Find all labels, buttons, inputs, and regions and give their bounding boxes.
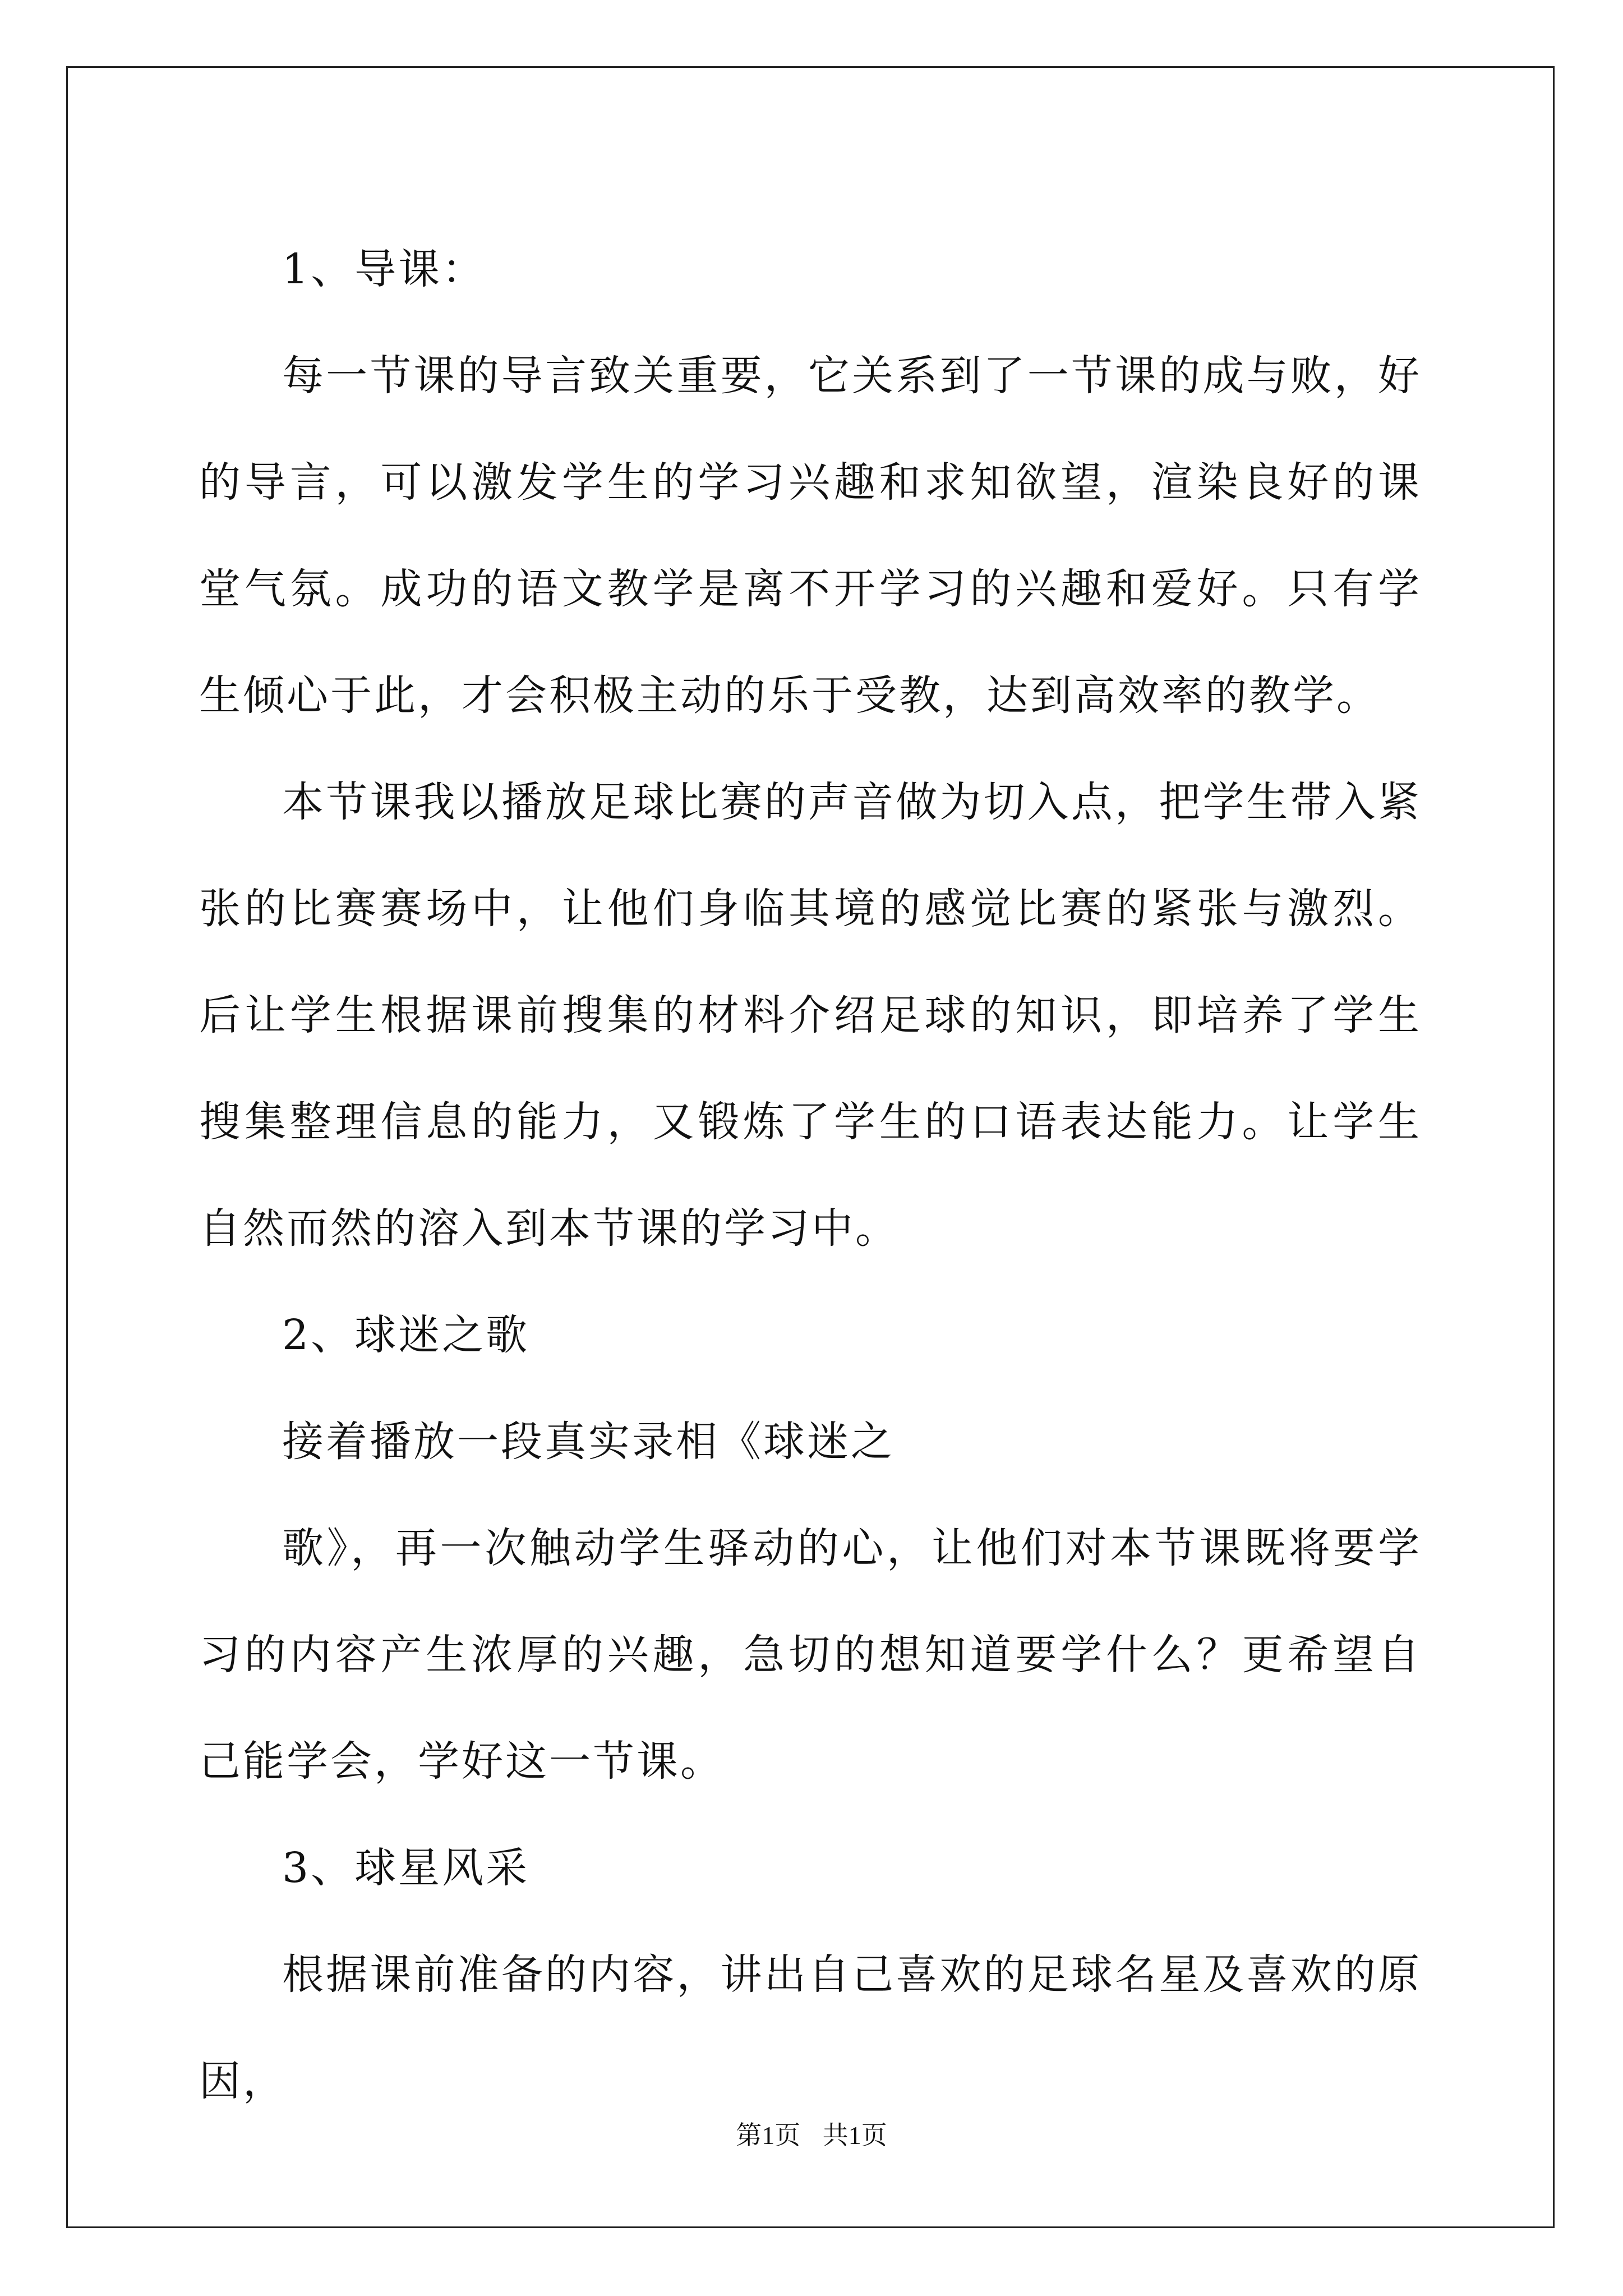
page-number-current: 第1页 [736, 2121, 801, 2150]
paragraph-song-interest: 歌》，再一次触动学生驿动的心，让他们对本节课既将要学习的内容产生浓厚的兴趣，急切的想知道要学什么？更希望自己能学会，学好这一节课。 [199, 1524, 1422, 1786]
page-number-total: 共1页 [822, 2121, 887, 2150]
heading-fans-song: 2、球迷之歌 [282, 1311, 530, 1359]
page-footer [0, 2115, 1623, 2152]
paragraph-intro-importance: 每一节课的导言致关重要，它关系到了一节课的成与败，好的导言，可以激发学生的学习兴趣和求知欲望，渲染良好的课堂气氛。成功的语文教学是离不开学习的兴趣和爱好。只有学生倾心于此，才会积极主动的乐于受教，达到高效率的教学。 [199, 352, 1422, 720]
paragraph-play-video: 接着播放一段真实录相《球迷之 [282, 1418, 895, 1466]
paragraph-favorite-star: 根据课前准备的内容，讲出自己喜欢的足球名星及喜欢的原因， [199, 1950, 1422, 2105]
heading-star-style: 3、球星风采 [282, 1844, 530, 1892]
paragraph-football-sound: 本节课我以播放足球比赛的声音做为切入点，把学生带入紧张的比赛赛场中，让他们身临其境的感觉比赛的紧张与激烈。后让学生根据课前搜集的材料介绍足球的知识，即培养了学生搜集整理信息的能力，又锻炼了学生的口语表达能力。让学生自然而然的溶入到本节课的学习中。 [199, 778, 1422, 1253]
document-body [199, 216, 1422, 2134]
heading-daoke: 1、导课： [282, 245, 486, 293]
